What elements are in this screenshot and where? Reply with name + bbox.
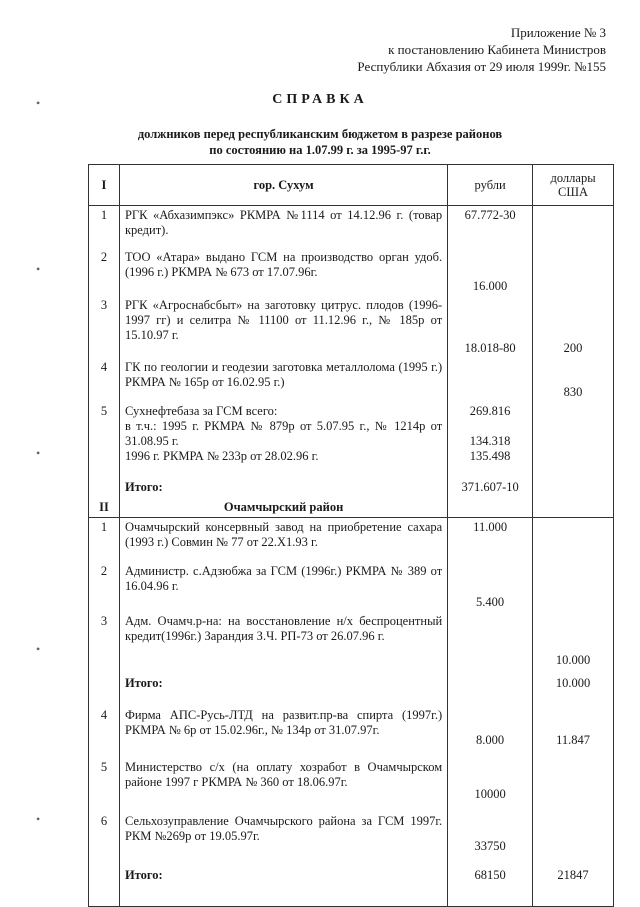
total-rub: 68150	[448, 856, 533, 907]
table-row	[89, 562, 614, 612]
rub-total: 269.816	[469, 404, 511, 418]
total-usd: 10.000	[533, 670, 614, 696]
row-usd	[533, 750, 614, 804]
row-number: 3	[89, 296, 120, 358]
row-rub: 16.000	[448, 248, 533, 296]
table-row	[89, 358, 614, 402]
total-row	[89, 466, 614, 498]
subtitle-line-2: по состоянию на 1.07.99 г. за 1995-97 г.г.	[209, 143, 431, 157]
row-description: Адм. Очамч.р-на: на восстановление н/х беспроцентный кредит(1996г.) Зарандия З.Ч. РП-73 от 26.07.96 г.	[119, 612, 447, 670]
row-number: 6	[89, 804, 120, 856]
row-usd	[533, 804, 614, 856]
row-description: Сельхозуправление Очамчырского района за ГСМ 1997г. РКМ №269р от 19.05.97г.	[119, 804, 447, 856]
row-rub: 33750	[448, 804, 533, 856]
rub-column-header: рубли	[448, 165, 533, 206]
row-rub	[448, 358, 533, 402]
row-line: в т.ч.: 1995 г. РКМРА № 879р от 5.07.95 г., № 1214р от 31.08.95 г.	[124, 419, 443, 448]
appendix-line-1: Приложение № 3	[510, 25, 606, 40]
margin-mark: •	[36, 812, 41, 826]
table-row	[89, 518, 614, 563]
appendix-line-2: к постановлению Кабинета Министров	[388, 42, 606, 57]
row-rub: 18.018-80	[448, 296, 533, 358]
table-header-row	[89, 165, 614, 206]
row-rub: 8.000	[448, 696, 533, 750]
row-usd	[533, 562, 614, 612]
row-number: 1	[89, 518, 120, 563]
row-rub: 11.000	[448, 518, 533, 563]
row-description: ТОО «Атара» выдано ГСМ на производство орган удоб.(1996 г.) РКМРА № 673 от 17.07.96г.	[119, 248, 447, 296]
total-label: Итого:	[119, 670, 447, 696]
row-usd	[533, 206, 614, 249]
subtitle-line-1: должников перед республиканским бюджетом в разрезе районов	[137, 127, 503, 141]
table-row	[89, 206, 614, 249]
table-row	[89, 296, 614, 358]
row-usd: 11.847	[533, 696, 614, 750]
table-row	[89, 612, 614, 670]
row-rub	[448, 402, 533, 466]
row-number: 1	[89, 206, 120, 249]
row-description	[119, 402, 447, 466]
row-number: 2	[89, 248, 120, 296]
total-row	[89, 856, 614, 907]
total-label: Итого:	[119, 856, 447, 907]
row-number: 4	[89, 358, 120, 402]
row-number: 5	[89, 750, 120, 804]
row-rub	[448, 612, 533, 670]
row-line: Сухнефтебаза за ГСМ всего:	[124, 404, 278, 418]
row-line: 1996 г. РКМРА № 233р от 28.02.96 г.	[124, 449, 319, 463]
row-description: РГК «Агроснабсбыт» на заготовку цитрус. плодов (1996-1997 гг) и селитра № 11100 от 11.12.96 г., № 185р от 15.10.97 г.	[119, 296, 447, 358]
row-rub: 10000	[448, 750, 533, 804]
rub-1996: 135.498	[469, 449, 511, 463]
total-label: Итого:	[119, 466, 447, 498]
table-row	[89, 248, 614, 296]
row-number: 3	[89, 612, 120, 670]
section-roman: II	[89, 498, 120, 518]
rub-1995: 134.318	[469, 434, 511, 448]
section-row	[89, 498, 614, 518]
row-number: 4	[89, 696, 120, 750]
row-usd	[533, 402, 614, 466]
margin-mark: •	[36, 642, 41, 656]
document-title: СПРАВКА	[272, 92, 368, 107]
row-description: Администр. с.Адзюбжа за ГСМ (1996г.) РКМРА № 389 от 16.04.96 г.	[119, 562, 447, 612]
debtors-table	[88, 164, 614, 907]
appendix-note	[357, 24, 606, 75]
section-roman: I	[89, 165, 120, 206]
margin-mark: •	[36, 446, 41, 460]
row-usd	[533, 518, 614, 563]
row-description: Министерство с/х (на оплату хозработ в Очамчырском районе 1997 г РКМРА № 360 от 18.06.97г.	[119, 750, 447, 804]
row-description: РГК «Абхазимпэкс» РКМРА №1114 от 14.12.96 г. (товар кредит).	[119, 206, 447, 249]
row-rub: 67.772-30	[448, 206, 533, 249]
total-usd: 21847	[533, 856, 614, 907]
row-number: 5	[89, 402, 120, 466]
total-rub: 371.607-10	[448, 466, 533, 498]
section-title: Очамчырский район	[119, 498, 447, 518]
document-subtitle	[0, 126, 640, 158]
row-description: Фирма АПС-Русь-ЛТД на развит.пр-ва спирта (1997г.) РКМРА № 6р от 15.02.96г., № 134р от 31.07.97г.	[119, 696, 447, 750]
table-row	[89, 696, 614, 750]
appendix-line-3: Республики Абхазия от 29 июля 1999г. №155	[357, 59, 606, 74]
row-usd: 200	[533, 296, 614, 358]
row-rub: 5.400	[448, 562, 533, 612]
usd-column-header: доллары США	[533, 165, 614, 206]
table-row	[89, 804, 614, 856]
total-row	[89, 670, 614, 696]
table-row	[89, 402, 614, 466]
section-title: гор. Сухум	[119, 165, 447, 206]
margin-mark: •	[36, 262, 41, 276]
row-usd: 10.000	[533, 612, 614, 670]
margin-mark: •	[36, 96, 41, 110]
row-usd	[533, 248, 614, 296]
row-number: 2	[89, 562, 120, 612]
row-usd: 830	[533, 358, 614, 402]
row-description: ГК по геологии и геодезии заготовка металлолома (1995 г.) РКМРА № 165р от 16.02.95 г.)	[119, 358, 447, 402]
row-description: Очамчырский консервный завод на приобретение сахара (1993 г.) Совмин № 77 от 22.Х1.93 г.	[119, 518, 447, 563]
table-row	[89, 750, 614, 804]
